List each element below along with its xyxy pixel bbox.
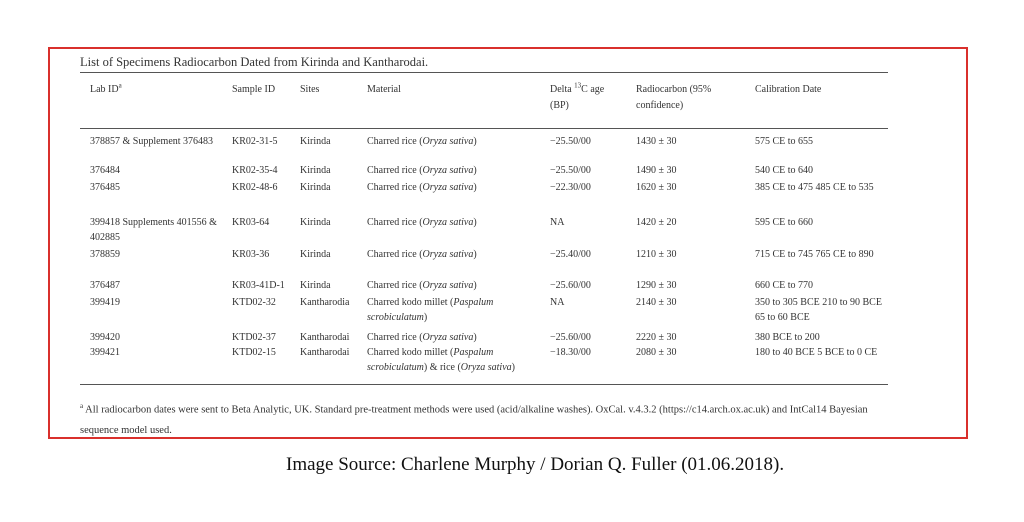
- header-calibration: Calibration Date: [755, 84, 822, 95]
- cell-material: Charred rice (Oryza sativa): [367, 136, 477, 147]
- cell-sample-id: KR02-35-4: [232, 165, 278, 176]
- cell-sample-id: KR02-31-5: [232, 136, 278, 147]
- cell-sample-id: KR03-41D-1: [232, 280, 285, 291]
- cell-delta: −22.30/00: [550, 182, 591, 193]
- cell-sample-id: KR03-64: [232, 217, 270, 228]
- cell-site: Kantharodia: [300, 297, 350, 308]
- cell-lab-id: 376485: [90, 182, 120, 193]
- cell-site: Kantharodai: [300, 332, 350, 343]
- cell-sample-id: KTD02-32: [232, 297, 276, 308]
- cell-material: Charred rice (Oryza sativa): [367, 165, 477, 176]
- cell-delta: −18.30/00: [550, 347, 591, 358]
- cell-site: Kirinda: [300, 136, 331, 147]
- cell-calibration: 595 CE to 660: [755, 217, 814, 228]
- cell-delta: NA: [550, 297, 565, 308]
- cell-material: Charred kodo millet (Paspalum scrobiculatum): [367, 297, 494, 323]
- cell-calibration: 180 to 40 BCE 5 BCE to 0 CE: [755, 347, 878, 358]
- cell-radiocarbon: 1290 ± 30: [636, 280, 677, 291]
- table-top-rule: [80, 72, 888, 73]
- header-radiocarbon: Radiocarbon (95% confidence): [636, 84, 712, 111]
- cell-material: Charred rice (Oryza sativa): [367, 332, 477, 343]
- cell-calibration: 380 BCE to 200: [755, 332, 820, 343]
- cell-material: Charred rice (Oryza sativa): [367, 249, 477, 260]
- cell-site: Kantharodai: [300, 347, 350, 358]
- cell-lab-id: 376487: [90, 280, 120, 291]
- cell-material: Charred kodo millet (Paspalum scrobiculatum) & rice (Oryza sativa): [367, 347, 515, 373]
- cell-radiocarbon: 1420 ± 20: [636, 217, 677, 228]
- header-material: Material: [367, 84, 401, 95]
- cell-radiocarbon: 1490 ± 30: [636, 165, 677, 176]
- header-sample-id: Sample ID: [232, 84, 276, 95]
- cell-lab-id: 378859: [90, 249, 120, 260]
- cell-material: Charred rice (Oryza sativa): [367, 182, 477, 193]
- cell-lab-id: 378857 & Supplement 376483: [90, 136, 214, 147]
- cell-delta: −25.60/00: [550, 280, 591, 291]
- cell-lab-id: 399420: [90, 332, 120, 343]
- cell-delta: −25.40/00: [550, 249, 591, 260]
- cell-radiocarbon: 1210 ± 30: [636, 249, 677, 260]
- cell-calibration: 660 CE to 770: [755, 280, 814, 291]
- header-delta: Delta $^{13}$C age (BP): [550, 81, 605, 111]
- cell-site: Kirinda: [300, 217, 331, 228]
- cell-site: Kirinda: [300, 280, 331, 291]
- cell-calibration: 715 CE to 745 765 CE to 890: [755, 249, 874, 260]
- cell-lab-id: 399421: [90, 347, 120, 358]
- cell-sample-id: KTD02-15: [232, 347, 276, 358]
- header-sites: Sites: [300, 84, 320, 95]
- cell-sample-id: KR03-36: [232, 249, 270, 260]
- image-source-credit: Image Source: Charlene Murphy / Dorian Q. Fuller (01.06.2018).: [286, 454, 785, 475]
- cell-material: Charred rice (Oryza sativa): [367, 217, 477, 228]
- cell-radiocarbon: 1620 ± 30: [636, 182, 677, 193]
- cell-calibration: 385 CE to 475 485 CE to 535: [755, 182, 874, 193]
- cell-lab-id: 399419: [90, 297, 120, 308]
- cell-lab-id: 376484: [90, 165, 120, 176]
- cell-radiocarbon: 2140 ± 30: [636, 297, 677, 308]
- cell-sample-id: KR02-48-6: [232, 182, 278, 193]
- cell-lab-id: 399418 Supplements 401556 & 402885: [90, 217, 217, 243]
- cell-calibration: 575 CE to 655: [755, 136, 814, 147]
- cell-site: Kirinda: [300, 182, 331, 193]
- cell-site: Kirinda: [300, 249, 331, 260]
- cell-delta: −25.50/00: [550, 136, 591, 147]
- cell-material: Charred rice (Oryza sativa): [367, 280, 477, 291]
- cell-site: Kirinda: [300, 165, 331, 176]
- cell-radiocarbon: 2220 ± 30: [636, 332, 677, 343]
- cell-delta: NA: [550, 217, 565, 228]
- cell-calibration: 540 CE to 640: [755, 165, 814, 176]
- cell-radiocarbon: 1430 ± 30: [636, 136, 677, 147]
- table-caption: List of Specimens Radiocarbon Dated from Kirinda and Kantharodai.: [80, 55, 429, 69]
- cell-calibration: 350 to 305 BCE 210 to 90 BCE 65 to 60 BCE: [755, 297, 882, 323]
- header-lab-id: Lab $ID^a$: [90, 81, 122, 95]
- table-bottom-rule: [80, 384, 888, 385]
- cell-radiocarbon: 2080 ± 30: [636, 347, 677, 358]
- cell-delta: −25.50/00: [550, 165, 591, 176]
- cell-sample-id: KTD02-37: [232, 332, 276, 343]
- cell-delta: −25.60/00: [550, 332, 591, 343]
- header-rule: [80, 128, 888, 129]
- footnote: $^a$ All radiocarbon dates were sent to Beta Analytic, UK. Standard pre-treatment methods were used (acid/alkaline washes). OxCal. v.4.3.2 (https://c14.arch.ox.ac.uk) and IntCal14 Bayesian sequence model used.: [80, 402, 868, 436]
